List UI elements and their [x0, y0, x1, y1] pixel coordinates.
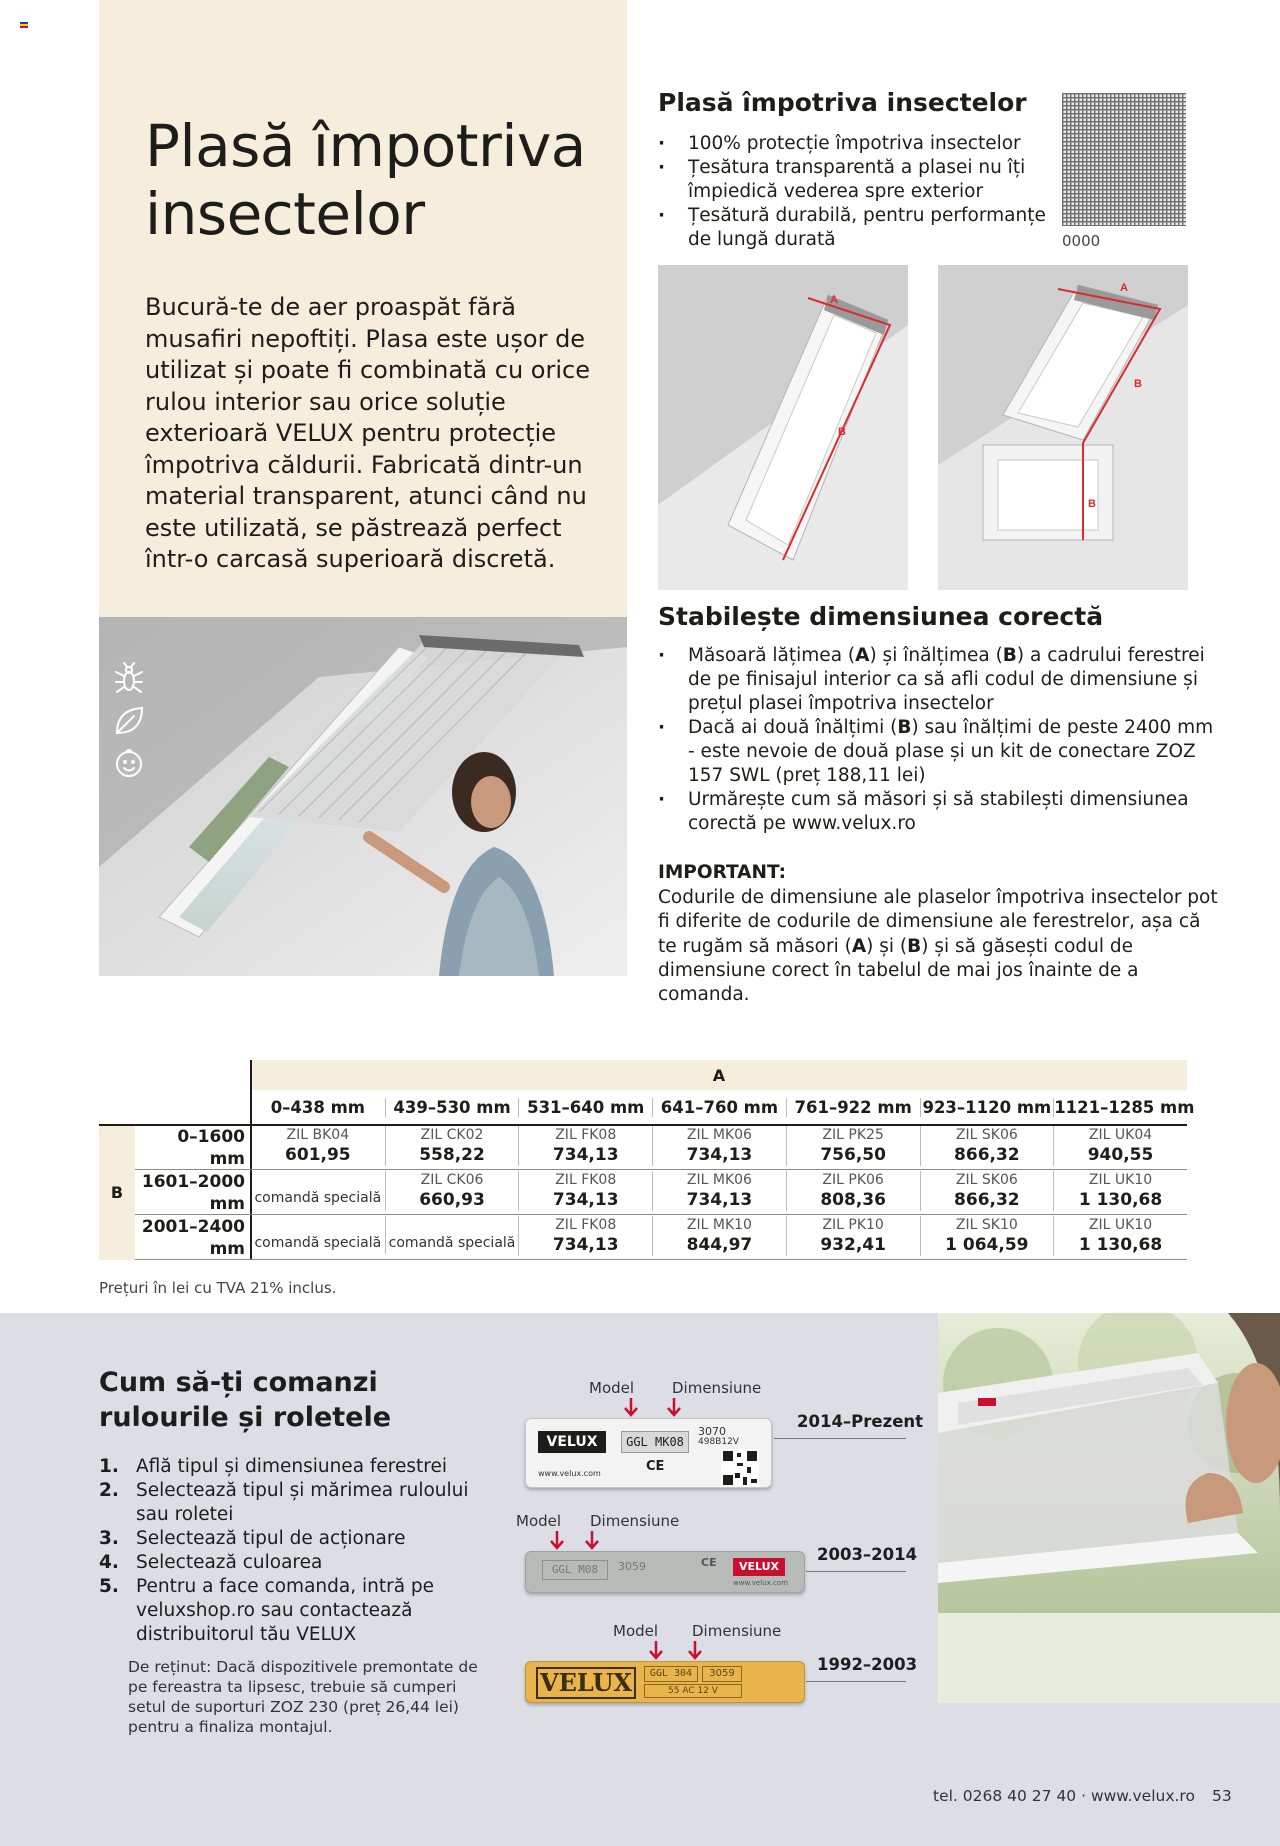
velux-logo: VELUX	[733, 1558, 785, 1576]
column-header: 1121–1285 mm	[1054, 1098, 1195, 1117]
table-cell: ZIL FK08 734,13	[518, 1216, 652, 1256]
model-code: GGL M08	[542, 1560, 608, 1580]
list-item: · Țesătură durabilă, pentru performanțe de lungă durată	[658, 204, 1058, 252]
feature-icons	[112, 662, 148, 788]
dimension-label-b: B	[1134, 378, 1142, 390]
table-cell: ZIL SK06 866,32	[920, 1126, 1054, 1166]
column-header: 641–760 mm	[652, 1098, 786, 1117]
table-cell: comandă specială	[254, 1190, 382, 1206]
table-cell: ZIL PK25 756,50	[786, 1126, 920, 1166]
list-item: · Urmărește cum să măsori și să stabilești dimensiunea corectă pe www.velux.ro	[658, 788, 1218, 836]
measurement-diagram-double	[938, 265, 1188, 590]
dimension-label-b: B	[838, 426, 846, 438]
order-heading: Cum să-ți comanzi rulourile și roletele	[99, 1367, 392, 1433]
ce-mark-icon: CE	[701, 1556, 717, 1569]
list-item: 2. Selectează tipul și mărimea ruloului sau roletei	[99, 1480, 469, 1525]
model-caption: Model	[516, 1512, 562, 1530]
label-plate-1992: VELUX GGL 304 3059 55 AC 12 V	[525, 1661, 805, 1703]
era-label: 2014–Prezent	[797, 1412, 924, 1431]
double-window-illustration	[938, 265, 1188, 590]
leaf-icon	[112, 704, 146, 738]
footer-contact: tel. 0268 40 27 40 · www.velux.ro	[933, 1787, 1195, 1805]
dimension-caption: Dimensiune	[692, 1622, 782, 1640]
model-caption: Model	[613, 1622, 659, 1640]
table-cell: ZIL UK04 940,55	[1053, 1126, 1187, 1166]
insect-screen-photo	[99, 617, 627, 976]
table-cell: comandă specială	[385, 1216, 519, 1254]
important-text: Codurile de dimensiune ale plaselor împotriva insectelor pot fi diferite de codurile de dimensiune ale ferestrelor, așa că te rugăm să măsori (A) și (B) și să găsești codul de dimensiune corect în tabelul de mai jos înainte de a comanda.	[658, 887, 1218, 1006]
insect-screen-photo-illustration	[99, 617, 627, 976]
table-cell: comandă specială	[254, 1235, 382, 1251]
row-header: 1601–2000 mm	[141, 1172, 245, 1214]
model-code: GGL MK08	[621, 1431, 689, 1453]
column-header: 531–640 mm	[518, 1098, 652, 1117]
blind-installation-photo	[938, 1313, 1280, 1703]
label-plate-2014: VELUX GGL MK08 3070 498B12V www.velux.com CE	[525, 1418, 772, 1488]
table-cell: ZIL MK06 734,13	[652, 1171, 786, 1211]
arrow-down-icon	[688, 1641, 702, 1661]
product-benefits-list	[658, 132, 1058, 252]
dimension-label-a: A	[1120, 282, 1128, 294]
single-window-illustration	[658, 265, 908, 590]
column-header: 761–922 mm	[786, 1098, 920, 1117]
price-table	[99, 1060, 1195, 1260]
language-flag-icon	[20, 22, 28, 28]
product-heading: Plasă împotriva insectelor	[658, 88, 1027, 117]
column-header: 0–438 mm	[270, 1098, 365, 1117]
table-cell: ZIL PK06 808,36	[786, 1171, 920, 1211]
table-cell: ZIL SK10 1 064,59	[920, 1216, 1054, 1256]
table-cell: ZIL SK06 866,32	[920, 1171, 1054, 1211]
table-cell: ZIL MK10 844,97	[652, 1216, 786, 1256]
table-cell: ZIL MK06 734,13	[652, 1126, 786, 1166]
page-title: Plasă împotriva insectelor	[145, 112, 586, 248]
table-cell: ZIL FK08 734,13	[518, 1126, 652, 1166]
list-item: 1. Află tipul și dimensiunea ferestrei	[99, 1456, 447, 1477]
height-header: B	[99, 1126, 135, 1260]
row-header: 0–1600 mm	[177, 1127, 245, 1169]
label-plate-2003: GGL M08 3059 CE VELUX www.velux.com	[525, 1551, 805, 1593]
table-cell: ZIL UK10 1 130,68	[1053, 1216, 1187, 1256]
list-item: · Măsoară lățimea (A) și înălțimea (B) a cadrului ferestrei de pe finisajul interior ca să afli codul de dimensiune și prețul plasei împotriva insectelor	[658, 644, 1218, 716]
dimension-label-a: A	[830, 294, 838, 306]
era-label: 2003–2014	[817, 1545, 918, 1564]
table-cell: ZIL UK10 1 130,68	[1053, 1171, 1187, 1211]
insect-icon	[112, 662, 146, 696]
measurement-diagram-single	[658, 265, 908, 590]
list-item: 4. Selectează culoarea	[99, 1552, 323, 1573]
list-item: · 100% protecție împotriva insectelor	[658, 132, 1058, 156]
qr-code-icon	[721, 1449, 759, 1487]
arrow-down-icon	[667, 1398, 681, 1418]
sizing-heading: Stabilește dimensiunea corectă	[658, 602, 1104, 631]
hero-description: Bucură-te de aer proaspăt fără musafiri nepoftiți. Plasa este ușor de utilizat și poate fi combinată cu orice rulou interior sau orice soluție exterioară VELUX pentru protecție împotriva căldurii. Fabricată dintr-un material transparent, atunci când nu este utilizată, se păstrează perfect într-o carcasă superioară discretă.	[145, 293, 590, 573]
mesh-color-code: 0000	[1062, 232, 1101, 250]
child-face-icon	[112, 746, 146, 780]
dimension-caption: Dimensiune	[590, 1512, 680, 1530]
arrow-down-icon	[585, 1531, 599, 1551]
list-item: 3. Selectează tipul de acționare	[99, 1528, 406, 1549]
velux-logo: VELUX	[536, 1667, 636, 1699]
list-item: · Țesătura transparentă a plasei nu îți împiedică vederea spre exterior	[658, 156, 1058, 204]
sizing-instructions-list	[658, 644, 1218, 836]
arrow-down-icon	[624, 1398, 638, 1418]
table-cell: ZIL CK06 660,93	[385, 1171, 519, 1211]
velux-logo: VELUX	[538, 1431, 606, 1453]
order-note: De reținut: Dacă dispozitivele premontate de pe fereastra ta lipsesc, trebuie să cumperi setul de suporturi ZOZ 230 (preț 26,44 lei) pentru a finaliza montajul.	[128, 1658, 478, 1736]
ce-mark-icon: CE	[646, 1459, 665, 1474]
table-cell: ZIL BK04 601,95	[285, 1127, 351, 1165]
table-cell: ZIL FK08 734,13	[518, 1171, 652, 1211]
list-item: · Dacă ai două înălțimi (B) sau înălțimi de peste 2400 mm - este nevoie de două plase și un kit de conectare ZOZ 157 SWL (preț 188,11 lei)	[658, 716, 1218, 788]
era-label: 1992–2003	[817, 1655, 918, 1674]
order-steps-list	[99, 1455, 479, 1647]
width-header: A	[251, 1060, 1187, 1090]
column-header: 439–530 mm	[385, 1098, 519, 1117]
dimension-caption: Dimensiune	[672, 1379, 762, 1397]
blind-installation-illustration	[938, 1313, 1280, 1703]
arrow-down-icon	[550, 1531, 564, 1551]
row-header: 2001–2400 mm	[141, 1217, 245, 1259]
table-cell: ZIL CK02 558,22	[385, 1126, 519, 1166]
list-item: 5. Pentru a face comanda, intră pe veluxshop.ro sau contactează distribuitorul tău VELUX	[99, 1576, 435, 1645]
mesh-swatch	[1062, 93, 1186, 226]
table-cell: ZIL PK10 932,41	[786, 1216, 920, 1256]
model-caption: Model	[589, 1379, 635, 1397]
vat-note: Prețuri în lei cu TVA 21% inclus.	[99, 1279, 337, 1297]
arrow-down-icon	[649, 1641, 663, 1661]
important-label: IMPORTANT:	[658, 862, 786, 883]
column-header: 923–1120 mm	[920, 1098, 1054, 1117]
model-code: GGL 304	[644, 1666, 698, 1682]
dimension-label-b: B	[1088, 498, 1096, 510]
page-number: 53	[1212, 1787, 1232, 1805]
